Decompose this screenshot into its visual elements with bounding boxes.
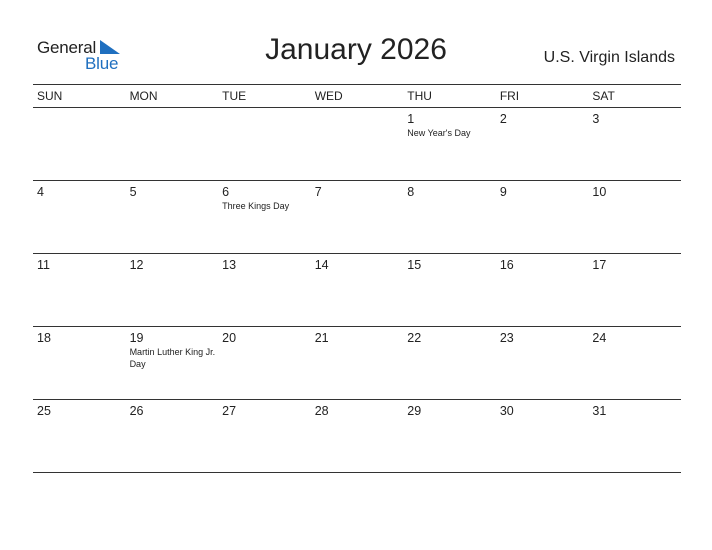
day-cell xyxy=(403,327,496,399)
day-number: 24 xyxy=(592,331,607,345)
page-title: January 2026 xyxy=(265,33,447,66)
holiday-label: Martin Luther King Jr. Day xyxy=(129,347,216,369)
day-cell xyxy=(33,327,126,399)
weekday-header-row xyxy=(33,84,681,108)
day-number: 3 xyxy=(592,112,600,126)
region-label: U.S. Virgin Islands xyxy=(543,49,675,66)
day-number: 9 xyxy=(499,185,507,199)
day-cell xyxy=(126,254,219,326)
day-cell xyxy=(218,108,311,180)
day-number: 18 xyxy=(37,331,51,345)
day-cell xyxy=(496,400,589,472)
day-cell xyxy=(403,181,496,253)
logo-text-blue: Blue xyxy=(85,54,119,73)
day-number: 16 xyxy=(499,258,514,272)
day-cell xyxy=(588,108,681,180)
day-number: 19 xyxy=(129,331,144,345)
day-cell xyxy=(126,108,219,180)
day-number: 14 xyxy=(314,258,329,272)
day-number: 26 xyxy=(129,404,144,418)
day-number: 28 xyxy=(314,404,329,418)
day-cell xyxy=(403,108,496,180)
day-number: 7 xyxy=(314,185,322,199)
day-number: 10 xyxy=(592,185,607,199)
day-number: 13 xyxy=(222,258,237,272)
day-number: 4 xyxy=(37,185,44,199)
day-number: 22 xyxy=(407,331,422,345)
week-row xyxy=(33,108,681,181)
week-row xyxy=(33,327,681,400)
day-cell xyxy=(403,400,496,472)
day-cell xyxy=(33,181,126,253)
day-number: 12 xyxy=(129,258,144,272)
day-number: 1 xyxy=(407,112,415,126)
day-cell xyxy=(311,327,404,399)
day-cell xyxy=(218,181,311,253)
day-number: 17 xyxy=(592,258,607,272)
calendar-grid xyxy=(33,84,681,473)
day-cell xyxy=(311,181,404,253)
weekday-header: SUN xyxy=(37,89,63,103)
logo-text-general: General xyxy=(37,38,97,57)
weekday-header: THU xyxy=(407,89,432,103)
weekday-header: FRI xyxy=(499,89,520,103)
day-number: 21 xyxy=(314,331,329,345)
week-row xyxy=(33,254,681,327)
weekday-header: SAT xyxy=(592,89,615,103)
day-cell xyxy=(126,400,219,472)
day-cell xyxy=(126,181,219,253)
day-cell xyxy=(588,181,681,253)
day-cell xyxy=(126,327,219,399)
week-row xyxy=(33,181,681,254)
week-row xyxy=(33,400,681,473)
day-number: 27 xyxy=(222,404,237,418)
holiday-label: New Year's Day xyxy=(407,128,471,138)
day-number: 23 xyxy=(499,331,514,345)
day-cell xyxy=(33,254,126,326)
day-cell xyxy=(33,108,126,180)
day-number: 31 xyxy=(592,404,607,418)
day-cell xyxy=(496,327,589,399)
day-number: 20 xyxy=(222,331,237,345)
weekday-header: WED xyxy=(314,89,343,103)
day-number: 30 xyxy=(499,404,514,418)
weekday-header: TUE xyxy=(222,89,247,103)
day-cell xyxy=(33,400,126,472)
day-cell xyxy=(496,254,589,326)
day-number: 8 xyxy=(407,185,415,199)
day-number: 15 xyxy=(407,258,422,272)
day-number: 2 xyxy=(499,112,507,126)
day-number: 5 xyxy=(129,185,137,199)
day-cell xyxy=(496,181,589,253)
day-number: 25 xyxy=(37,404,51,418)
day-cell xyxy=(311,254,404,326)
day-number: 29 xyxy=(407,404,422,418)
day-cell xyxy=(588,327,681,399)
weekday-header: MON xyxy=(129,89,158,103)
day-number: 11 xyxy=(37,258,50,272)
day-number: 6 xyxy=(222,185,230,199)
day-cell xyxy=(403,254,496,326)
day-cell xyxy=(311,400,404,472)
day-cell xyxy=(311,108,404,180)
day-cell xyxy=(218,254,311,326)
holiday-label: Three Kings Day xyxy=(222,201,290,211)
day-cell xyxy=(496,108,589,180)
day-cell xyxy=(218,400,311,472)
day-cell xyxy=(588,254,681,326)
day-cell xyxy=(588,400,681,472)
day-cell xyxy=(218,327,311,399)
